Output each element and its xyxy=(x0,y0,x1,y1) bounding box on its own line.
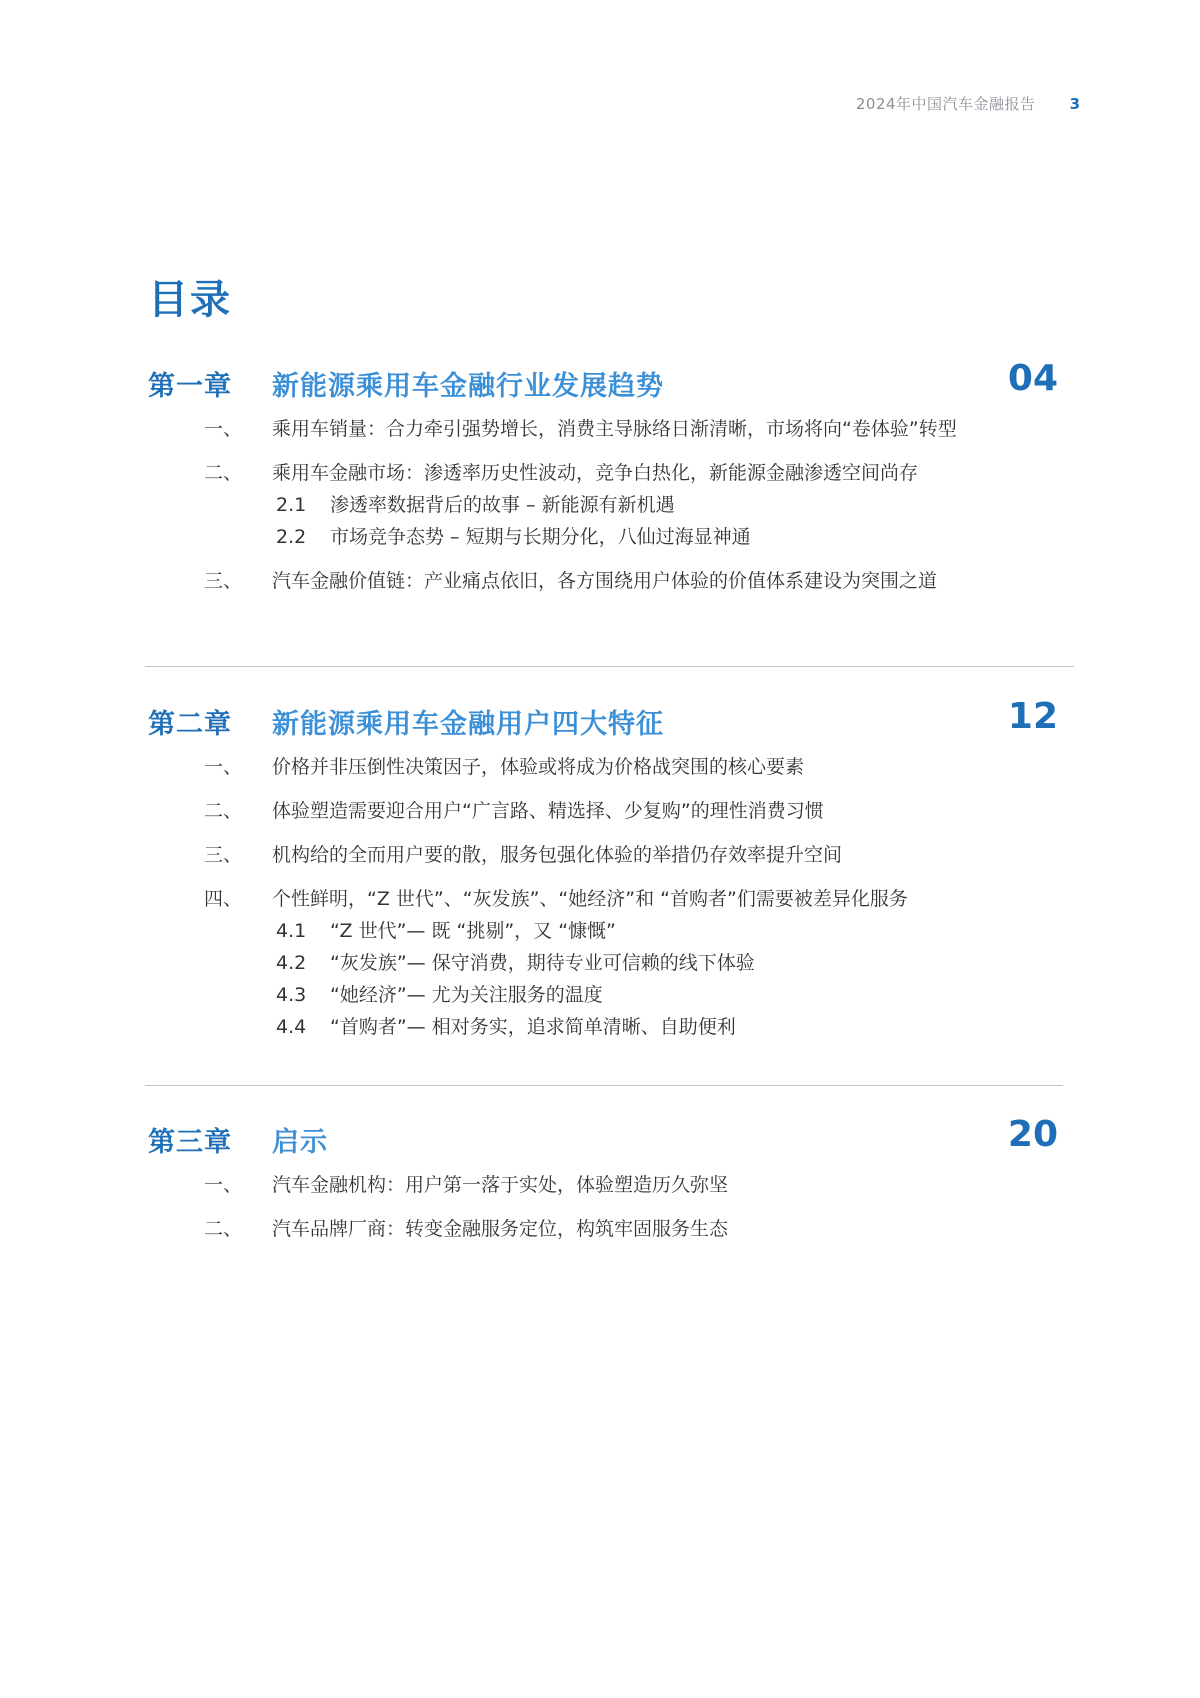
chapter-page-number: 12 xyxy=(1007,696,1058,737)
toc-entry[interactable] xyxy=(148,414,1058,458)
chapter-3 xyxy=(148,1112,1058,1258)
section-divider xyxy=(145,666,1074,667)
chapter-heading[interactable] xyxy=(148,356,1058,406)
toc-entry[interactable] xyxy=(148,1170,1058,1214)
entry-number: 二、 xyxy=(204,462,243,484)
report-title: 2024年中国汽车金融报告 xyxy=(855,95,1036,113)
entry-number: 一、 xyxy=(204,418,243,440)
subentry-text: “灰发族”— 保守消费，期待专业可信赖的线下体验 xyxy=(330,952,755,974)
toc-subentry[interactable] xyxy=(148,490,1058,522)
chapter-title: 启示 xyxy=(272,1127,328,1158)
page-header xyxy=(856,93,1080,114)
toc-entry[interactable] xyxy=(148,796,1058,840)
entry-text: 汽车品牌厂商：转变金融服务定位，构筑牢固服务生态 xyxy=(272,1218,729,1240)
entry-text: 乘用车销量：合力牵引强势增长，消费主导脉络日渐清晰，市场将向“卷体验”转型 xyxy=(272,418,957,440)
entry-text: 体验塑造需要迎合用户“广言路、精选择、少复购”的理性消费习惯 xyxy=(272,800,824,822)
chapter-1 xyxy=(148,356,1058,610)
entry-number: 一、 xyxy=(204,1174,243,1196)
subentry-number: 2.1 xyxy=(276,494,307,516)
entry-number: 一、 xyxy=(204,756,243,778)
subentry-number: 2.2 xyxy=(276,526,307,548)
subentry-text: “Z 世代”— 既 “挑剔”，又 “慷慨” xyxy=(330,920,616,942)
entry-text: 汽车金融价值链：产业痛点依旧，各方围绕用户体验的价值体系建设为突围之道 xyxy=(272,570,938,592)
subentry-number: 4.3 xyxy=(276,984,307,1006)
toc-subentry[interactable] xyxy=(148,1012,1058,1044)
chapter-heading[interactable] xyxy=(148,1112,1058,1162)
chapter-title: 新能源乘用车金融用户四大特征 xyxy=(272,709,664,740)
section-divider xyxy=(145,1085,1063,1086)
chapter-page-number: 04 xyxy=(1007,358,1058,399)
entry-text: 价格并非压倒性决策因子，体验或将成为价格战突围的核心要素 xyxy=(272,756,805,778)
entry-text: 汽车金融机构：用户第一落于实处，体验塑造历久弥坚 xyxy=(272,1174,729,1196)
chapter-label: 第一章 xyxy=(148,371,232,402)
chapter-title: 新能源乘用车金融行业发展趋势 xyxy=(272,371,664,402)
page-number: 3 xyxy=(1069,95,1080,113)
entry-number: 三、 xyxy=(204,844,243,866)
subentry-number: 4.4 xyxy=(276,1016,307,1038)
subentry-text: 市场竞争态势 – 短期与长期分化，八仙过海显神通 xyxy=(330,526,751,548)
chapter-label: 第二章 xyxy=(148,709,232,740)
subentry-number: 4.1 xyxy=(276,920,307,942)
toc-title: 目录 xyxy=(148,277,232,323)
subentry-text: 渗透率数据背后的故事 – 新能源有新机遇 xyxy=(330,494,675,516)
subentry-number: 4.2 xyxy=(276,952,307,974)
toc-entry[interactable] xyxy=(148,566,1058,610)
toc-entry[interactable] xyxy=(148,840,1058,884)
subentry-text: “首购者”— 相对务实，追求简单清晰、自助便利 xyxy=(330,1016,736,1038)
toc-subentry[interactable] xyxy=(148,916,1058,948)
entry-number: 四、 xyxy=(204,888,243,910)
toc-subentry[interactable] xyxy=(148,980,1058,1012)
subentry-text: “她经济”— 尤为关注服务的温度 xyxy=(330,984,603,1006)
entry-number: 二、 xyxy=(204,1218,243,1240)
entry-number: 三、 xyxy=(204,570,243,592)
entry-text: 个性鲜明，“Z 世代”、“灰发族”、“她经济”和 “首购者”们需要被差异化服务 xyxy=(272,888,908,910)
toc-entry[interactable] xyxy=(148,752,1058,796)
entry-text: 乘用车金融市场：渗透率历史性波动，竞争白热化，新能源金融渗透空间尚存 xyxy=(272,462,919,484)
toc-subentry[interactable] xyxy=(148,948,1058,980)
entry-text: 机构给的全而用户要的散，服务包强化体验的举措仍存效率提升空间 xyxy=(272,844,843,866)
chapter-2 xyxy=(148,694,1058,1056)
toc-subentry[interactable] xyxy=(148,522,1058,554)
toc-entry[interactable] xyxy=(148,1214,1058,1258)
entry-number: 二、 xyxy=(204,800,243,822)
chapter-label: 第三章 xyxy=(148,1127,232,1158)
chapter-heading[interactable] xyxy=(148,694,1058,744)
chapter-page-number: 20 xyxy=(1007,1114,1058,1155)
